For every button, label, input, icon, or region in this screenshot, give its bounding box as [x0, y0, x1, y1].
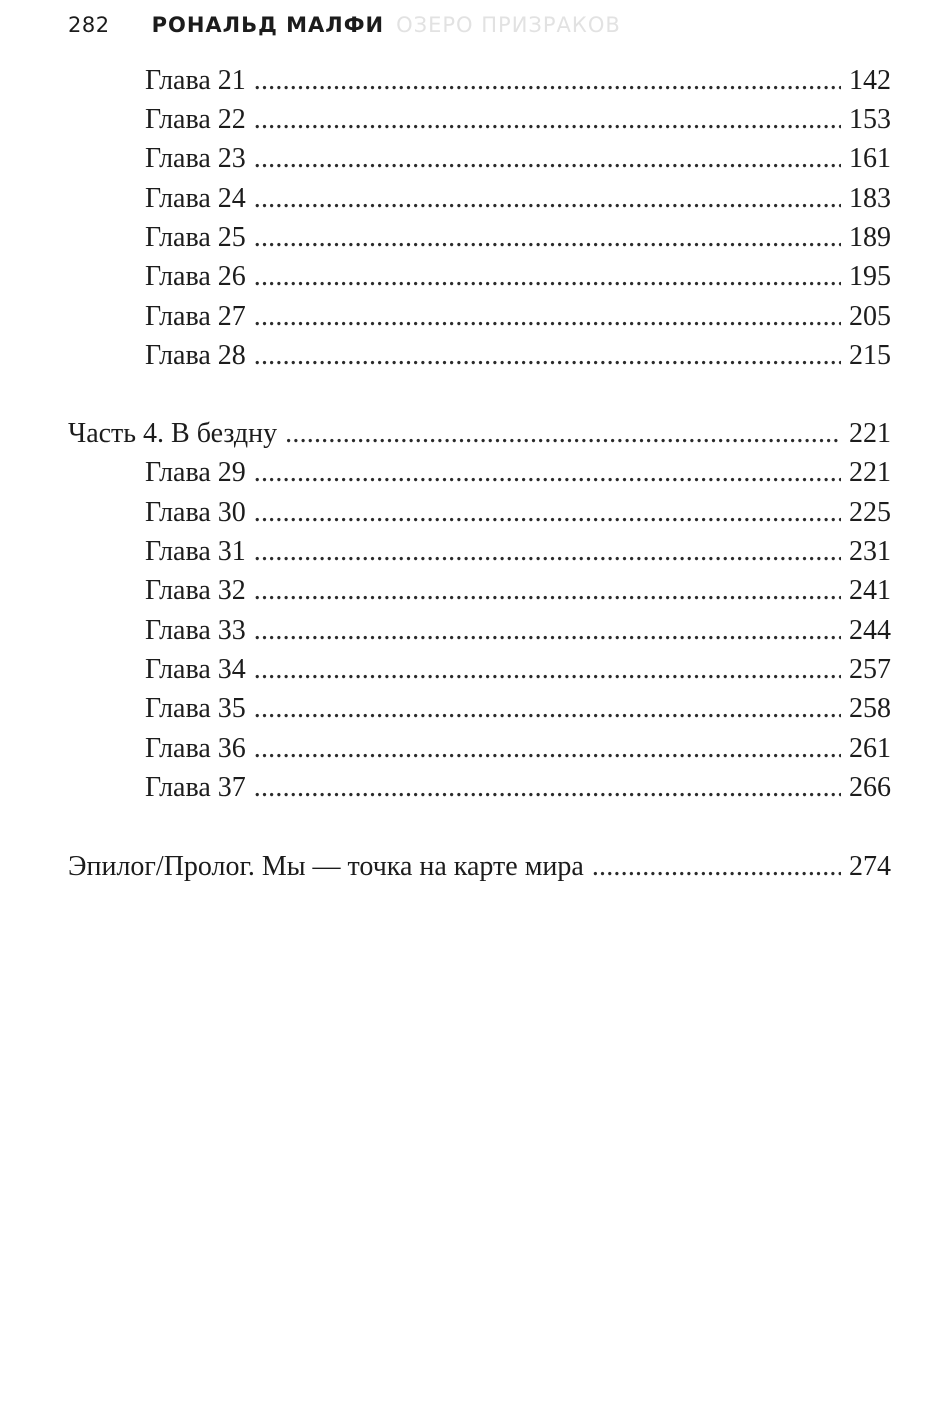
dot-leader [254, 143, 841, 175]
toc-entry-title: Глава 35 [145, 693, 246, 724]
toc-entry-title: Глава 23 [145, 143, 246, 174]
toc-entry-chapter-28[interactable] [0, 340, 891, 379]
toc-entry-chapter-26[interactable] [0, 261, 891, 300]
toc-part-title: Часть 4. В бездну [68, 418, 278, 449]
author-name: РОНАЛЬД МАЛФИ [151, 13, 385, 37]
toc-entry-title: Глава 22 [145, 104, 246, 135]
toc-entry-epilogue[interactable] [0, 851, 891, 890]
dot-leader [254, 693, 841, 725]
toc-entry-chapter-31[interactable] [0, 536, 891, 575]
toc-entry-chapter-24[interactable] [0, 183, 891, 222]
page-number: 282 [68, 13, 110, 37]
toc-entry-title: Глава 33 [145, 615, 246, 646]
dot-leader [254, 575, 841, 607]
toc-entry-chapter-29[interactable] [0, 457, 891, 496]
toc-entry-page: 261 [849, 733, 891, 764]
toc-epilogue-page: 274 [849, 851, 891, 882]
toc-entry-page: 189 [849, 222, 891, 253]
toc-entry-page: 205 [849, 301, 891, 332]
toc-entry-title: Глава 34 [145, 654, 246, 685]
dot-leader [254, 733, 841, 765]
toc-epilogue-title: Эпилог/Пролог. Мы — точка на карте мира [68, 851, 584, 882]
toc-entry-page: 225 [849, 497, 891, 528]
toc-entry-title: Глава 26 [145, 261, 246, 292]
toc-entry-chapter-25[interactable] [0, 222, 891, 261]
dot-leader [254, 261, 841, 293]
dot-leader [254, 104, 841, 136]
toc-entry-title: Глава 28 [145, 340, 246, 371]
toc-entry-page: 258 [849, 693, 891, 724]
toc-entry-chapter-36[interactable] [0, 733, 891, 772]
toc-entry-chapter-30[interactable] [0, 497, 891, 536]
toc-entry-chapter-21[interactable] [0, 65, 891, 104]
dot-leader [254, 301, 841, 333]
toc-entry-title: Глава 24 [145, 183, 246, 214]
toc-entry-title: Глава 21 [145, 65, 246, 96]
toc-entry-chapter-32[interactable] [0, 575, 891, 614]
dot-leader [254, 340, 841, 372]
toc-entry-page: 215 [849, 340, 891, 371]
toc-entry-title: Глава 37 [145, 772, 246, 803]
toc-entry-page: 183 [849, 183, 891, 214]
dot-leader [254, 536, 841, 568]
toc-entry-title: Глава 31 [145, 536, 246, 567]
toc-entry-page: 244 [849, 615, 891, 646]
running-head [68, 8, 621, 42]
toc-entry-page: 231 [849, 536, 891, 567]
toc-entry-chapter-27[interactable] [0, 301, 891, 340]
toc-entry-chapter-23[interactable] [0, 143, 891, 182]
toc-entry-page: 153 [849, 104, 891, 135]
dot-leader [254, 654, 841, 686]
toc-entry-page: 195 [849, 261, 891, 292]
toc-entry-part-4[interactable] [0, 418, 891, 457]
toc-entry-title: Глава 27 [145, 301, 246, 332]
toc-entry-title: Глава 30 [145, 497, 246, 528]
toc-entry-title: Глава 32 [145, 575, 246, 606]
toc-entry-page: 257 [849, 654, 891, 685]
toc-entry-chapter-37[interactable] [0, 772, 891, 811]
toc-entry-page: 142 [849, 65, 891, 96]
toc-entry-chapter-22[interactable] [0, 104, 891, 143]
toc-entry-title: Глава 36 [145, 733, 246, 764]
toc-part-page: 221 [849, 418, 891, 449]
toc-entry-title: Глава 29 [145, 457, 246, 488]
toc-entry-chapter-35[interactable] [0, 693, 891, 732]
dot-leader [285, 418, 841, 450]
dot-leader [254, 497, 841, 529]
dot-leader [254, 222, 841, 254]
dot-leader [254, 183, 841, 215]
dot-leader [254, 615, 841, 647]
toc-entry-page: 266 [849, 772, 891, 803]
toc-entry-chapter-33[interactable] [0, 615, 891, 654]
toc-entry-title: Глава 25 [145, 222, 246, 253]
toc-entry-chapter-34[interactable] [0, 654, 891, 693]
toc-entry-page: 221 [849, 457, 891, 488]
toc-entry-page: 241 [849, 575, 891, 606]
dot-leader [592, 851, 841, 883]
toc-entry-page: 161 [849, 143, 891, 174]
book-title: ОЗЕРО ПРИЗРАКОВ [396, 13, 621, 37]
dot-leader [254, 772, 841, 804]
dot-leader [254, 457, 841, 489]
dot-leader [254, 65, 841, 97]
